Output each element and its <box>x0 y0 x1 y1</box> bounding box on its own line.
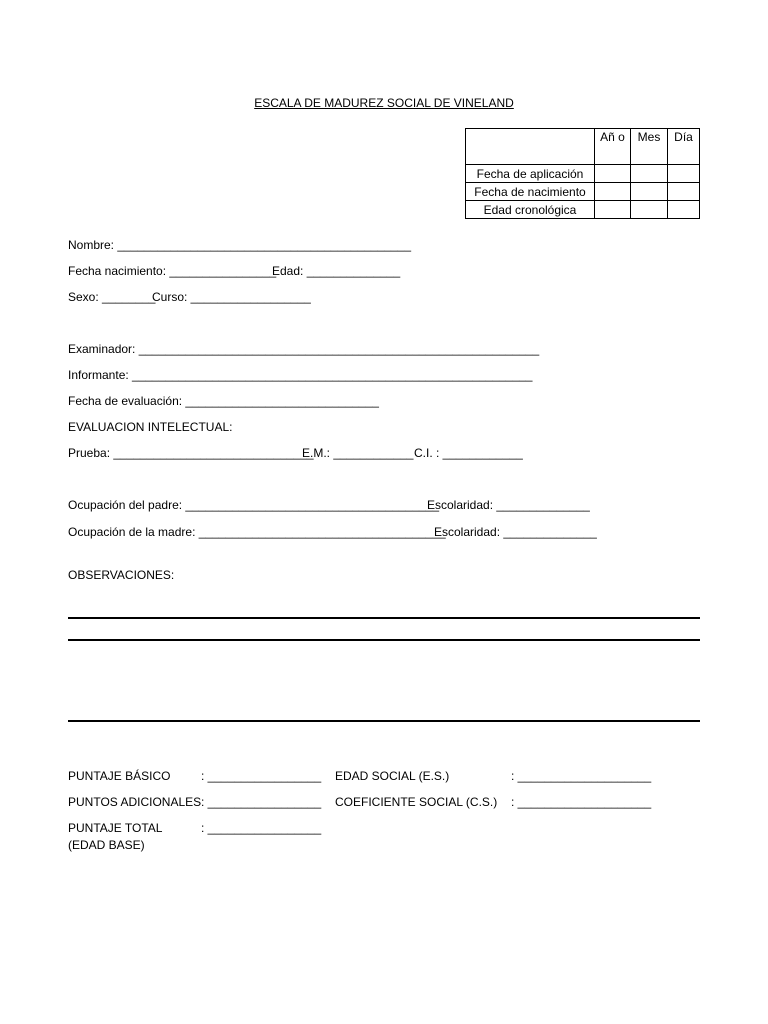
page-title: ESCALA DE MADUREZ SOCIAL DE VINELAND <box>254 96 514 110</box>
table-cell[interactable] <box>668 201 700 219</box>
edad-social-label: EDAD SOCIAL (E.S.) <box>335 769 450 783</box>
coeficiente-social-label: COEFICIENTE SOCIAL (C.S.) <box>335 795 498 809</box>
puntaje-basico-field[interactable]: : _________________ <box>201 769 322 783</box>
observation-line[interactable] <box>68 720 700 722</box>
curso-field[interactable]: Curso: __________________ <box>152 290 311 304</box>
puntaje-basico-label: PUNTAJE BÁSICO <box>68 769 171 783</box>
table-header-cell <box>466 129 595 165</box>
puntaje-total-label: PUNTAJE TOTAL <box>68 821 163 835</box>
coeficiente-social-field[interactable]: : ____________________ <box>511 795 652 809</box>
prueba-field[interactable]: Prueba: ______________________________ <box>68 446 314 460</box>
edad-field[interactable]: Edad: ______________ <box>272 264 401 278</box>
sexo-field[interactable]: Sexo: ________ <box>68 290 156 304</box>
table-cell[interactable] <box>668 183 700 201</box>
table-header-year: Añ o <box>595 129 631 165</box>
escolaridad-padre-field[interactable]: Escolaridad: ______________ <box>427 498 590 512</box>
edad-social-field[interactable]: : ____________________ <box>511 769 652 783</box>
puntaje-total-field[interactable]: : _________________ <box>201 821 322 835</box>
puntos-adicionales-field[interactable]: : _________________ <box>201 795 322 809</box>
ci-field[interactable]: C.I. : ____________ <box>414 446 523 460</box>
table-row-label: Edad cronológica <box>466 201 595 219</box>
nombre-field[interactable]: Nombre: ____________________________________________ <box>68 238 411 252</box>
table-cell[interactable] <box>631 165 668 183</box>
puntos-adicionales-label: PUNTOS ADICIONALES <box>68 795 202 809</box>
ocupacion-madre-field[interactable]: Ocupación de la madre: _____________________________________ <box>68 525 446 539</box>
fecha-evaluacion-field[interactable]: Fecha de evaluación: _____________________________ <box>68 394 379 408</box>
puntaje-total-sublabel: (EDAD BASE) <box>68 838 145 852</box>
informante-field[interactable]: Informante: ____________________________________________________________ <box>68 368 533 382</box>
em-field[interactable]: E.M.: ____________ <box>302 446 414 460</box>
table-row-label: Fecha de aplicación <box>466 165 595 183</box>
table-cell[interactable] <box>595 165 631 183</box>
escolaridad-madre-field[interactable]: Escolaridad: ______________ <box>434 525 597 539</box>
table-row <box>466 165 700 183</box>
table-cell[interactable] <box>668 165 700 183</box>
table-header-row <box>466 129 700 165</box>
table-row <box>466 183 700 201</box>
date-table <box>465 128 700 219</box>
table-row-label: Fecha de nacimiento <box>466 183 595 201</box>
table-row <box>466 201 700 219</box>
table-header-day: Día <box>668 129 700 165</box>
table-cell[interactable] <box>595 201 631 219</box>
fecha-nacimiento-field[interactable]: Fecha nacimiento: ________________ <box>68 264 277 278</box>
observaciones-label: OBSERVACIONES: <box>68 568 175 582</box>
observation-line[interactable] <box>68 617 700 619</box>
section-heading: EVALUACION INTELECTUAL: <box>68 420 233 434</box>
table-cell[interactable] <box>631 201 668 219</box>
table-header-month: Mes <box>631 129 668 165</box>
table-cell[interactable] <box>595 183 631 201</box>
examinador-field[interactable]: Examinador: ____________________________________________________________ <box>68 342 540 356</box>
ocupacion-padre-field[interactable]: Ocupación del padre: ______________________________________ <box>68 498 440 512</box>
observation-line[interactable] <box>68 639 700 641</box>
table-cell[interactable] <box>631 183 668 201</box>
